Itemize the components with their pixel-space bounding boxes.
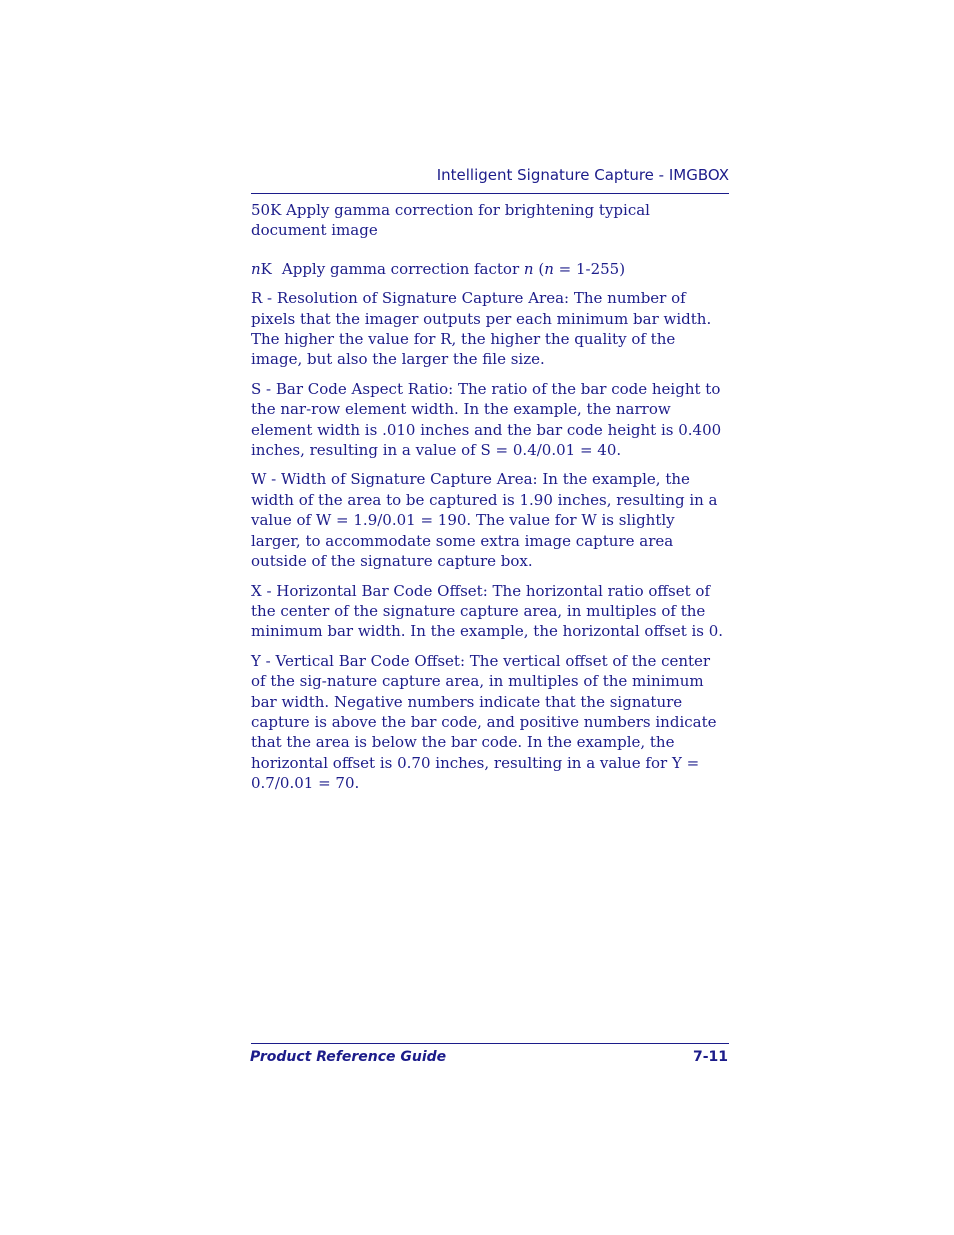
footer-guide-title: Product Reference Guide: [250, 1049, 447, 1065]
nk-term: K: [260, 259, 272, 278]
paragraph-w: W - Width of Signature Capture Area: In the example, the width of the area to be captured is 1.90 inches, resulting in a value of W = 1.9/0.01 = 190. The value for W is slightly larger, to accommodate some extra image capture area outside of the signature capture box.: [251, 470, 718, 571]
page-content: [251, 200, 729, 803]
nk-text-c: = 1-255): [553, 259, 626, 278]
gamma-50k-item: 50K Apply gamma correction for brightening typical document image: [251, 201, 650, 240]
header-divider: [251, 193, 729, 194]
paragraph-r: R - Resolution of Signature Capture Area: The number of pixels that the imager outputs per each minimum bar width. The higher the value for R, the higher the quality of the image, but also the larger the file size.: [251, 289, 712, 369]
paragraph-y: Y - Vertical Bar Code Offset: The vertical offset of the center of the sig-nature capture area, in multiples of the minimum bar width. Negative numbers indicate that the signature capture is above the bar code, and positive numbers indicate that the area is below the bar code. In the example, the horizontal offset is 0.70 inches, resulting in a value for Y = 0.7/0.01 = 70.: [251, 651, 717, 793]
nk-var: n: [523, 259, 534, 278]
footer-page-number: 7-11: [692, 1049, 728, 1065]
nk-text-b: (: [533, 259, 545, 278]
paragraph-x: X - Horizontal Bar Code Offset: The horizontal ratio offset of the center of the signature capture area, in multiples of the minimum bar width. In the example, the horizontal offset is 0.: [251, 581, 724, 641]
gamma-nk-item: [251, 259, 729, 279]
paragraph-s: S - Bar Code Aspect Ratio: The ratio of the bar code height to the nar-row element width. In the example, the narrow element width is .010 inches and the bar code height is 0.400 inches, resulting in a value of S = 0.4/0.01 = 40.: [251, 379, 722, 460]
footer-divider: [251, 1043, 729, 1044]
nk-text-a: Apply gamma correction factor: [281, 259, 524, 278]
running-header-title: Intelligent Signature Capture - IMGBOX: [436, 166, 729, 184]
nk-var2: n: [544, 259, 554, 278]
nk-variable: n: [251, 259, 261, 278]
